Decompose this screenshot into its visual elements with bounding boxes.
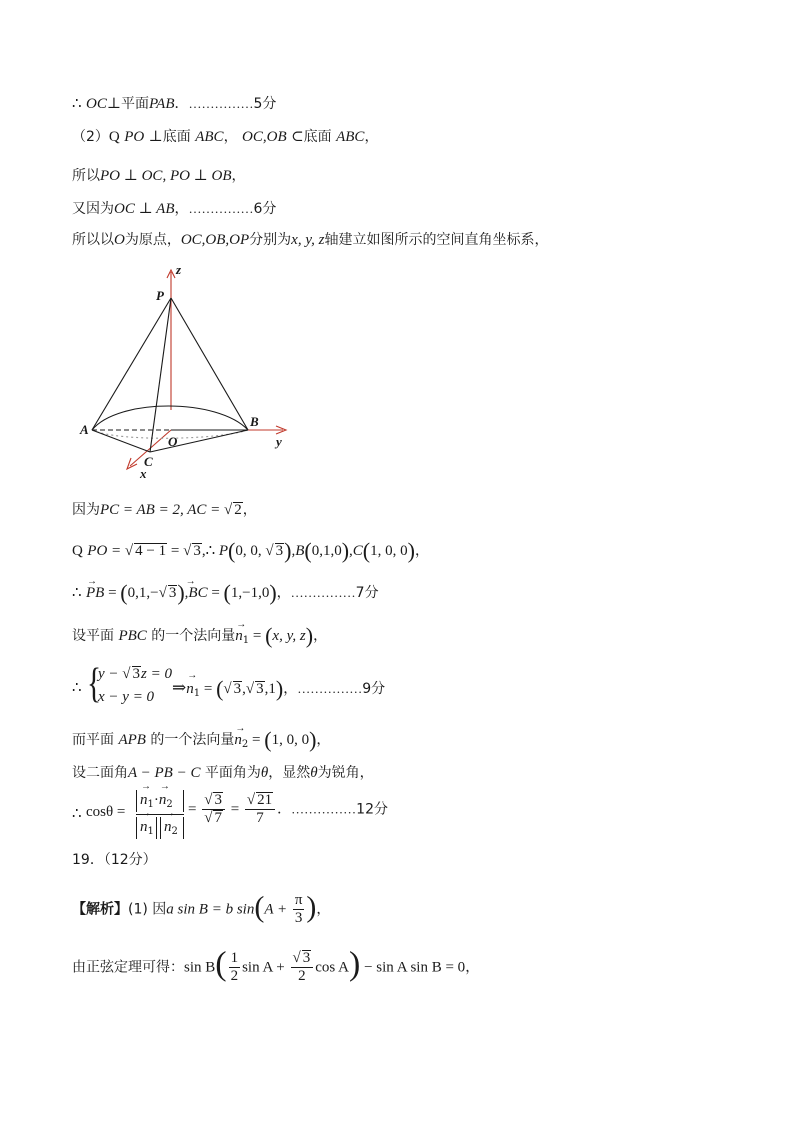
comma: ， [242,502,257,518]
edge-pc [150,298,171,452]
math-rest: − sin A sin B = 0 [360,959,466,976]
eq1-sqrt3: 3 [132,666,141,682]
normal-n1: → n [235,626,243,646]
plane-text: 平面 [120,96,149,112]
math-a-plus: A + [264,901,291,918]
comma: ， [283,681,298,697]
question-19-header: 19．（12分） [72,852,157,868]
den-n1-sub: 1 [147,826,154,837]
line-cos-theta [72,790,492,842]
normal-n1: → n [186,681,194,698]
n1-component-1: 3 [233,681,242,697]
frac-pi: π [294,892,303,908]
text-yinwei: 因为 [72,502,100,518]
therefore-symbol: ∴ [72,806,82,822]
math-sin-a-plus: sin A + [242,959,289,976]
math-axes: OC,OB,OP [180,232,250,248]
score-dots: …………… [297,681,363,696]
text-d: 为锐角， [317,765,374,781]
fraction-pi-3 [293,892,305,927]
therefore-symbol: ,∴ [201,543,219,559]
den-n1: → n [140,819,148,836]
equals-2: = [226,801,243,818]
text-a: 所以以 [72,232,114,248]
therefore-symbol: ∴ [72,680,82,696]
rest-of-cos [188,792,388,827]
eq1-rhs: z = 0 [141,666,172,682]
n1-component-2: 3 [256,681,264,697]
edge-cb [150,430,248,452]
math-apb: APB [118,732,146,748]
comma: ， [313,628,328,644]
math-given: a sin B = b sin [166,901,255,918]
frac-2b: 2 [298,968,306,984]
point-b-coords: 0,1,0 [311,543,342,559]
fraction-half [229,950,241,985]
score-dots: …………… [290,585,356,600]
subset-symbol: ⊂ [291,129,304,145]
label-c: C [144,454,153,469]
eq1-lhs: y − [98,666,123,682]
vector-pb-coords: 0,1,− [127,585,159,601]
comma-end: ， [231,168,246,184]
text-normal-vector: 的一个法向量 [151,628,236,644]
base-text-2: 底面 [303,129,332,145]
frac-n1: → n [140,792,148,809]
math-abc: ABC [195,129,224,145]
label-o: O [168,434,178,449]
theta-2: θ [310,765,318,781]
base-text: 底面 [162,129,191,145]
label-y: y [276,434,282,449]
equals: = [249,628,266,644]
score-dots: …………… [291,801,357,817]
math-o: O [114,232,125,248]
math-ocob: OC,OB [242,129,287,145]
comma: ， [414,543,429,559]
cone-figure [78,262,308,482]
point-p: P [218,543,229,559]
line-conclusion-part1 [72,94,276,114]
fraction-sqrt3-sqrt7: $\frac{√ 3}{√ 7}$ [202,792,225,827]
subscript-1: 1 [193,688,201,699]
frac-n2: → n [159,792,167,809]
vector-pb: → PB [86,583,104,603]
analysis-tag: 【解析】 [72,901,128,918]
num-sqrt3: 3 [214,792,222,808]
equals: = [104,585,121,601]
text-c: ，显然 [268,765,311,781]
equals-2: = [207,585,224,601]
comma: ， [174,201,189,217]
equation-1: y − √ 3z = 0 [98,666,172,682]
vector-pb-sqrt3: 3 [168,585,177,601]
score-dots: …………… [188,96,254,111]
text-yin: (1) 因 [128,901,167,918]
base-ellipse-arc [92,406,248,430]
frac-n2-sub: 2 [166,799,173,810]
num-sqrt21: 21 [257,792,273,808]
vector-bc-coords: 1,−1,0 [230,585,270,601]
line-part2-start [72,127,378,147]
den-7: 7 [256,810,264,826]
math-po-perp: PO ⊥ OC, PO ⊥ OB [100,168,232,184]
text-b: 平面角为 [204,765,261,781]
normal-n2: → n [234,730,242,750]
line-vectors-pb-bc: ∴ → PB = (0,1,−√ 3)→ ,BC = (1,−1,0)，……………7分 [72,583,379,603]
normal-n2-coords: 1, 0, 0 [271,732,310,748]
text-a: 设二面角 [72,765,128,781]
text-d: 轴建立如图所示的空间直角坐标系， [324,232,549,248]
math-oc: OC [86,96,107,112]
comma-end: ， [364,129,379,145]
perp-symbol: ⊥ [148,129,163,145]
math-po: PO [124,129,145,145]
score-dots: …………… [188,201,254,216]
comma: ， [316,732,331,748]
abs-fraction [136,790,184,840]
fraction-sqrt21-7: $\frac{√ 21}{7}$ [245,792,275,827]
n1-component-3: 1 [268,681,276,697]
line-given-lengths: 因为PC = AB = 2, AC = √ 2， [72,502,257,518]
point-c-coords: 1, 0, 0 [370,543,408,559]
since-symbol: Q [108,129,120,145]
math-dihedral: A − PB − C [128,765,201,781]
equals: = [188,801,201,818]
score-label: 7分 [355,585,379,601]
line-oc-perp-ab [72,199,276,219]
dot-product: · [153,792,159,808]
point-p-coords: 0, 0, [235,543,266,559]
line-normal-pbc: 设平面 PBC 的一个法向量→ $n_1 = (x$, y, z)， [72,626,327,651]
equals: = [200,681,217,697]
math-pbc: PBC [118,628,147,644]
frac-3: 3 [294,910,303,926]
edge-ac [92,430,150,452]
label-z: z [176,262,182,277]
theta-1: θ [260,765,269,781]
text-c: 分别为 [249,232,292,248]
x-axis-arrow [127,458,137,469]
equation-result: ⇒→ $n_1$ = (√ 3,√ 3,1)，……………9分 [172,676,385,702]
math-cos-a: cos A [315,959,349,976]
sqrt-3: 3 [193,543,201,559]
part-number: （2） [72,129,109,145]
text-sine-rule: 由正弦定理可得： [72,959,184,976]
line-coordinate-system [72,230,549,250]
comma: ， [316,901,331,918]
equation-system [72,661,492,711]
math-pab: PAB [148,96,175,112]
line-po-coordinates: Q PO = √ 4 − 1 = √ 3,∴ P(0, 0, √ 3),B(0,1,0),C(1, 0, 0)， [72,538,429,563]
perp-symbol: ⊥ [106,96,121,112]
point-c: ,C [349,543,363,559]
frac-sqrt3: 3 [302,950,311,966]
period: ． [174,96,189,112]
normal-n1-coords: x, y, z [272,628,306,644]
text-normal-vector: 的一个法向量 [150,732,235,748]
frac-n1-sub: 1 [147,799,154,810]
therefore-symbol: ∴ [72,585,82,601]
cos-theta-lhs: cosθ = [86,804,126,820]
vector-bc: → ,BC [185,583,208,603]
comma: ， [465,959,480,976]
equals: = [248,732,265,748]
label-p: P [156,288,164,303]
frac-2: 2 [230,968,239,984]
math-abc-2: ABC [336,129,365,145]
math-oc-perp-ab: OC ⊥ AB [114,201,175,217]
line-dihedral-angle [72,763,374,783]
math-xyz: x, y, z [291,232,325,248]
score-label: 6分 [253,201,277,217]
equals: = [167,543,184,559]
comma: ， [223,129,238,145]
label-a: A [80,422,89,437]
sqrt-2: 2 [234,502,242,518]
therefore-symbol: ∴ [72,96,82,112]
text-er-pingmian: 而平面 [72,732,114,748]
equation-2: x − y = 0 [98,689,155,705]
line-sine-rule: 由正弦定理可得：sin B( $\frac{1}{2}$ sin A + $\frac{√ 3}{2}$ cos A) − sin A sin B = 0， [72,945,480,984]
subscript-2: 2 [241,739,249,750]
label-b: B [250,414,259,429]
text-b: 为原点， [124,232,181,248]
score-label: 9分 [362,681,386,697]
point-b: ,B [291,543,305,559]
math-sin-b: sin B [184,959,216,976]
text-suoyi: 所以 [72,168,100,184]
text-youyinwei: 又因为 [72,201,114,217]
math-lengths: PC = AB = 2, AC = [100,502,224,518]
implies-arrow: ⇒ [172,678,187,697]
den-n2: → n [164,819,172,836]
den-sqrt7: 7 [214,810,222,826]
den-n2-sub: 2 [171,826,178,837]
line-analysis-part1: 【解析】(1) 因a sin B = b sin(A + $\frac{\pi}{3}$ )， [72,890,331,926]
math-po-eq: PO = [87,543,125,559]
point-p-sqrt3: 3 [275,543,284,559]
text-she-pingmian: 设平面 [72,628,114,644]
sqrt-4-1: 4 − 1 [135,543,167,559]
since-symbol: Q [72,543,83,559]
score-label: 5分 [253,96,277,112]
score-label: 12分 [356,801,388,818]
frac-1: 1 [230,950,239,966]
comma: ， [276,585,291,601]
period: ． [277,801,292,818]
line-therefore-perp [72,166,246,186]
fraction-sqrt3-2: $\frac{√ 3}{2}$ [291,950,314,985]
subscript-1: 1 [242,635,250,646]
label-x: x [140,466,147,481]
left-brace: { [87,661,102,707]
line-normal-apb: 而平面 APB 的一个法向量→ $n_2 = (1$, 0, 0)， [72,730,330,755]
